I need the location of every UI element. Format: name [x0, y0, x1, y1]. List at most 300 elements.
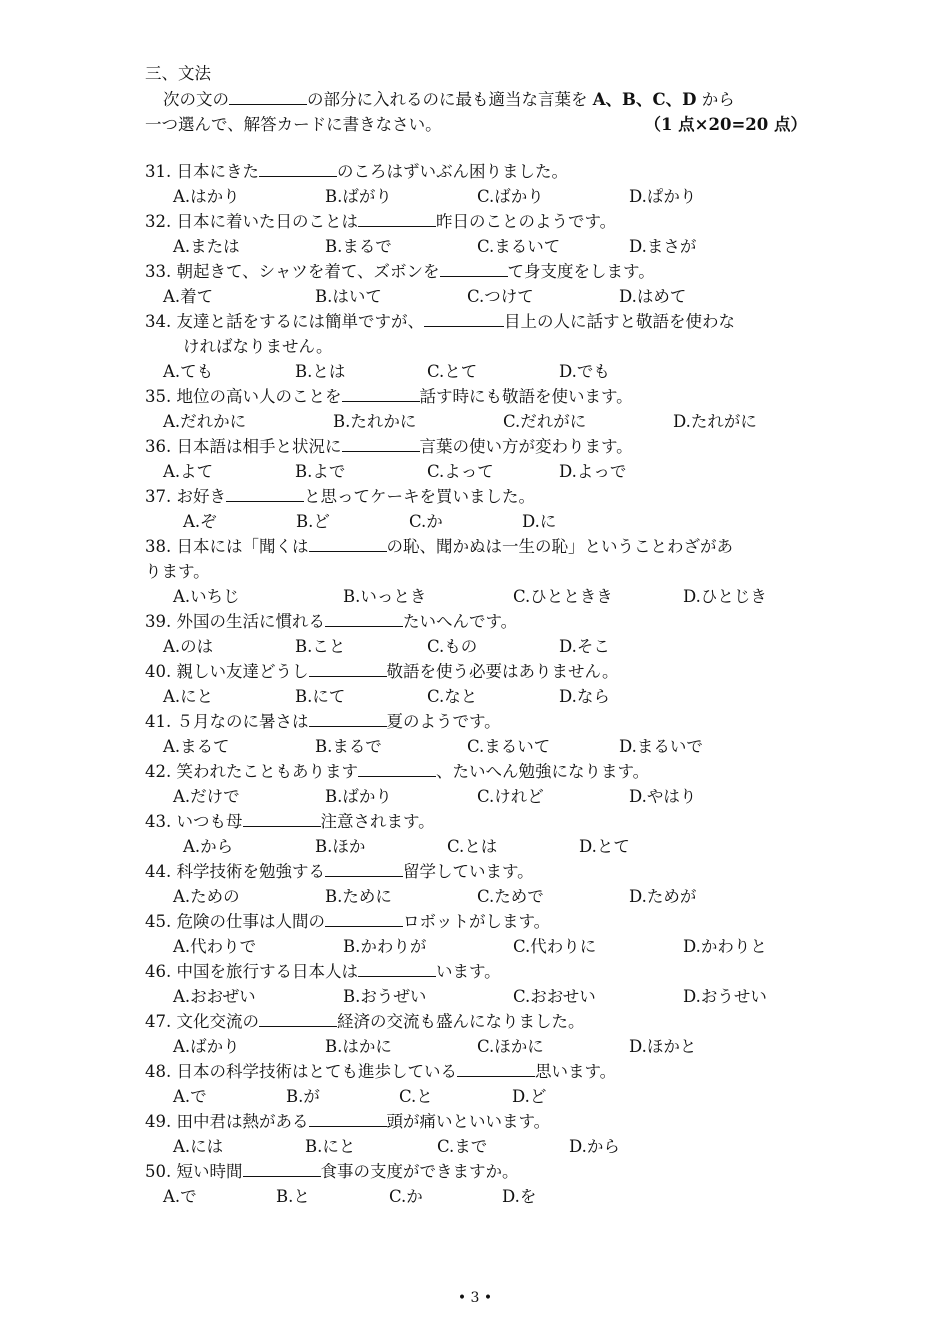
option-letter: A.	[163, 737, 181, 756]
question-item	[145, 709, 810, 759]
answer-option[interactable]: B.まるで	[315, 737, 382, 756]
option-letter: A.	[173, 787, 191, 806]
question-text-after: の恥、聞かぬは一生の恥」ということわざがあ	[386, 537, 733, 556]
answer-blank	[325, 910, 403, 927]
question-item	[145, 859, 810, 909]
option-letter: D.	[619, 287, 637, 306]
question-item	[145, 1109, 810, 1159]
question-stem	[145, 909, 810, 934]
option-letter: C.	[503, 412, 521, 431]
question-stem	[145, 809, 810, 834]
answer-option[interactable]: D.ひとじき	[683, 587, 767, 606]
answer-option[interactable]: A.はかり	[173, 187, 240, 206]
question-text-before: 危険の仕事は人間の	[176, 912, 325, 931]
answer-options	[145, 934, 810, 959]
answer-option[interactable]: D.なら	[559, 687, 610, 706]
answer-option[interactable]: D.に	[522, 512, 557, 531]
question-stem	[145, 484, 810, 509]
option-letter: A.	[173, 1137, 191, 1156]
option-letter: A.	[173, 937, 191, 956]
answer-option[interactable]: D.とて	[579, 837, 630, 856]
answer-option[interactable]: B.ために	[325, 887, 392, 906]
answer-option[interactable]: A.または	[173, 237, 240, 256]
option-letter: D.	[683, 987, 701, 1006]
question-number: 34.	[145, 312, 172, 331]
option-letter: D.	[559, 637, 577, 656]
answer-blank	[226, 485, 304, 502]
option-letter: A.	[173, 187, 191, 206]
answer-option[interactable]: C.まるいて	[467, 737, 551, 756]
question-text-after: 頭が痛いといいます。	[386, 1112, 551, 1131]
option-letter: A.	[173, 987, 191, 1006]
answer-blank	[424, 310, 504, 327]
points-note: （1 点×20=20 点）	[644, 115, 807, 134]
option-letter: B.	[315, 287, 333, 306]
option-letter: D.	[522, 512, 540, 531]
answer-blank	[309, 535, 387, 552]
question-stem	[145, 1109, 810, 1134]
option-letter: D.	[629, 887, 647, 906]
answer-option[interactable]: B.いっとき	[343, 587, 427, 606]
answer-option[interactable]: B.にと	[305, 1137, 356, 1156]
question-stem	[145, 609, 810, 634]
option-letter: D.	[629, 187, 647, 206]
option-letter: B.	[286, 1087, 304, 1106]
answer-option[interactable]: D.よっで	[559, 462, 627, 481]
question-item	[145, 259, 810, 309]
question-text-after: います。	[436, 962, 501, 981]
option-letter: A.	[183, 512, 201, 531]
answer-option[interactable]: D.まるいで	[619, 737, 703, 756]
answer-options	[145, 834, 810, 859]
question-text-before: 日本の科学技術はとても進歩している	[176, 1062, 457, 1081]
question-number: 49.	[145, 1112, 172, 1131]
answer-option[interactable]: D.ど	[512, 1087, 547, 1106]
option-letter: B.	[325, 887, 343, 906]
answer-option[interactable]: A.には	[173, 1137, 224, 1156]
option-letter: A.	[183, 837, 201, 856]
question-text-after: 思います。	[535, 1062, 617, 1081]
answer-option[interactable]: C.けれど	[477, 787, 544, 806]
answer-options	[145, 584, 810, 609]
question-stem	[145, 259, 810, 284]
question-list	[145, 159, 810, 1209]
answer-blank	[243, 1160, 321, 1177]
option-letter: B.	[295, 637, 313, 656]
option-letter: B.	[343, 937, 361, 956]
answer-option[interactable]: B.たれかに	[333, 412, 417, 431]
question-text-before: 文化交流の	[176, 1012, 259, 1031]
answer-option[interactable]: D.ほかと	[629, 1037, 697, 1056]
answer-option[interactable]: A.にと	[163, 687, 214, 706]
question-item	[145, 209, 810, 259]
answer-option[interactable]: C.つけて	[467, 287, 534, 306]
answer-option[interactable]: A.着て	[163, 287, 214, 306]
answer-option[interactable]: D.かわりと	[683, 937, 767, 956]
question-text-before: 短い時間	[176, 1162, 243, 1181]
option-letter: D.	[683, 937, 701, 956]
answer-option[interactable]: D.そこ	[559, 637, 610, 656]
answer-option[interactable]: C.もの	[427, 637, 478, 656]
option-letter: A.	[163, 687, 181, 706]
question-item	[145, 534, 810, 609]
answer-option[interactable]: C.とて	[427, 362, 478, 381]
option-letter: C.	[513, 587, 531, 606]
question-text-before: 外国の生活に慣れる	[176, 612, 325, 631]
option-letter: D.	[559, 462, 577, 481]
instructions-text: 一つ選んで、解答カードに書きなさい。	[145, 115, 442, 134]
option-letter: B.	[325, 237, 343, 256]
question-text-before: 友達と話をするには簡単ですが、	[176, 312, 424, 331]
answer-options	[145, 184, 810, 209]
question-text-after: 留学しています。	[403, 862, 534, 881]
question-text-after: ロボットがします。	[403, 912, 551, 931]
option-letter: B.	[343, 587, 361, 606]
option-letter: C.	[477, 237, 495, 256]
answer-option[interactable]: C.まるいて	[477, 237, 561, 256]
answer-options	[145, 1084, 810, 1109]
option-letter: C.	[477, 187, 495, 206]
answer-option[interactable]: B.こと	[295, 637, 346, 656]
option-letter: D.	[559, 687, 577, 706]
answer-options	[145, 684, 810, 709]
answer-option[interactable]: A.ための	[173, 887, 240, 906]
option-letter: B.	[295, 362, 313, 381]
answer-option[interactable]: A.おおぜい	[173, 987, 256, 1006]
option-letter: C.	[389, 1187, 407, 1206]
question-number: 45.	[145, 912, 172, 931]
question-stem	[145, 159, 810, 184]
instructions	[145, 87, 807, 137]
question-stem	[145, 709, 810, 734]
question-stem	[145, 759, 810, 784]
option-letter: C.	[427, 687, 445, 706]
question-item	[145, 1159, 810, 1209]
answer-option[interactable]: B.まるで	[325, 237, 392, 256]
answer-option[interactable]: D.まさが	[629, 237, 697, 256]
answer-option[interactable]: C.とは	[447, 837, 498, 856]
option-letter: C.	[437, 1137, 455, 1156]
option-letter: D.	[512, 1087, 530, 1106]
option-letter: A.	[163, 637, 181, 656]
answer-options	[145, 734, 810, 759]
question-number: 48.	[145, 1062, 172, 1081]
option-letter: C.	[513, 987, 531, 1006]
answer-option[interactable]: B.はいて	[315, 287, 382, 306]
question-number: 38.	[145, 537, 172, 556]
answer-blank	[358, 960, 436, 977]
option-letter: C.	[399, 1087, 417, 1106]
answer-option[interactable]: D.おうせい	[683, 987, 767, 1006]
question-text-before: 日本に着いた日のことは	[176, 212, 358, 231]
answer-option[interactable]: B.ほか	[315, 837, 366, 856]
option-letter: A.	[163, 462, 181, 481]
option-letter: C.	[447, 837, 465, 856]
option-letter: A.	[173, 587, 191, 606]
question-text-after: たいへんです。	[403, 612, 518, 631]
answer-option[interactable]: A.のは	[163, 637, 214, 656]
answer-option[interactable]: B.よで	[295, 462, 346, 481]
question-stem	[145, 959, 810, 984]
question-text-before: 日本語は相手と状況に	[176, 437, 342, 456]
option-letter: A.	[173, 887, 191, 906]
question-text-before: いつも母	[176, 812, 243, 831]
question-text-before: 科学技術を勉強する	[176, 862, 325, 881]
question-item	[145, 1009, 810, 1059]
answer-option[interactable]: C.か	[409, 512, 443, 531]
answer-option[interactable]: B.ど	[296, 512, 330, 531]
instructions-text: 次の文の	[163, 90, 229, 109]
answer-option[interactable]: B.と	[276, 1187, 310, 1206]
question-item	[145, 909, 810, 959]
answer-option[interactable]: C.と	[399, 1087, 433, 1106]
option-letter: D.	[619, 737, 637, 756]
answer-options	[145, 1134, 810, 1159]
answer-blank	[358, 210, 436, 227]
question-text-after: 敬語を使う必要はありません。	[386, 662, 619, 681]
question-item	[145, 809, 810, 859]
answer-option[interactable]: B.はかに	[325, 1037, 392, 1056]
option-letter: D.	[569, 1137, 587, 1156]
answer-option[interactable]: D.やはり	[629, 787, 697, 806]
option-letter: A.	[173, 237, 191, 256]
question-number: 33.	[145, 262, 172, 281]
question-item	[145, 759, 810, 809]
answer-option[interactable]: D.たれがに	[673, 412, 757, 431]
question-stem	[145, 659, 810, 684]
question-stem	[145, 384, 810, 409]
question-item	[145, 659, 810, 709]
answer-option[interactable]: A.だけで	[173, 787, 240, 806]
option-letter: A.	[173, 1037, 191, 1056]
question-number: 31.	[145, 162, 172, 181]
option-letter: C.	[467, 737, 485, 756]
answer-blank	[342, 435, 420, 452]
answer-option[interactable]: C.か	[389, 1187, 423, 1206]
question-item	[145, 959, 810, 1009]
option-letter: B.	[343, 987, 361, 1006]
question-text-after: 昨日のことのようです。	[436, 212, 617, 231]
question-number: 40.	[145, 662, 172, 681]
answer-blank	[440, 260, 508, 277]
option-letter: B.	[296, 512, 314, 531]
answer-blank	[342, 385, 420, 402]
answer-option[interactable]: D.はめて	[619, 287, 687, 306]
question-item	[145, 159, 810, 209]
option-letter: A.	[163, 412, 181, 431]
option-letter: C.	[477, 887, 495, 906]
option-letter: B.	[333, 412, 351, 431]
question-number: 36.	[145, 437, 172, 456]
answer-option[interactable]: C.おおせい	[513, 987, 596, 1006]
answer-options	[145, 359, 810, 384]
answer-blank	[243, 810, 321, 827]
answer-option[interactable]: A.だれかに	[163, 412, 247, 431]
question-item	[145, 484, 810, 534]
question-text-after: て身支度をします。	[507, 262, 655, 281]
question-text-after: と思ってケーキを買いました。	[304, 487, 535, 506]
option-letter: C.	[427, 462, 445, 481]
question-number: 42.	[145, 762, 172, 781]
question-continuation: ければなりません。	[183, 337, 333, 356]
answer-blank	[457, 1060, 535, 1077]
question-text-after: 話す時にも敬語を使います。	[419, 387, 633, 406]
option-letter: D.	[629, 1037, 647, 1056]
answer-option[interactable]: B.ばがり	[325, 187, 392, 206]
answer-option[interactable]: B.ばかり	[325, 787, 392, 806]
question-item	[145, 309, 810, 384]
answer-option[interactable]: D.でも	[559, 362, 610, 381]
question-text-after: 、たいへん勉強になります。	[436, 762, 650, 781]
option-letter: B.	[325, 787, 343, 806]
question-stem	[145, 434, 810, 459]
answer-option[interactable]: A.で	[173, 1087, 207, 1106]
answer-option[interactable]: D.ぱかり	[629, 187, 697, 206]
answer-option[interactable]: A.いちじ	[173, 587, 240, 606]
section-title: 三、文法	[145, 64, 211, 83]
option-letter: D.	[559, 362, 577, 381]
answer-option[interactable]: D.から	[569, 1137, 620, 1156]
answer-option[interactable]: A.よて	[163, 462, 214, 481]
question-item	[145, 1059, 810, 1109]
instructions-line-1	[145, 87, 807, 112]
option-letter: B.	[295, 462, 313, 481]
answer-option[interactable]: A.ても	[163, 362, 214, 381]
answer-option[interactable]: C.ためで	[477, 887, 544, 906]
question-stem	[145, 209, 810, 234]
option-letter: D.	[629, 787, 647, 806]
question-text-after: 注意されます。	[320, 812, 435, 831]
option-letter: C.	[477, 1037, 495, 1056]
question-text-after: 言葉の使い方が変わります。	[419, 437, 633, 456]
question-number: 43.	[145, 812, 172, 831]
choice-letters: A、B、C、D	[592, 90, 697, 109]
answer-options	[145, 284, 810, 309]
answer-option[interactable]: A.ぞ	[183, 512, 217, 531]
answer-option[interactable]: C.だれがに	[503, 412, 587, 431]
question-item	[145, 434, 810, 484]
answer-option[interactable]: B.にて	[295, 687, 346, 706]
answer-options	[145, 984, 810, 1009]
answer-option[interactable]: D.ためが	[629, 887, 697, 906]
answer-blank	[325, 610, 403, 627]
answer-option[interactable]: A.まるて	[163, 737, 230, 756]
option-letter: D.	[683, 587, 701, 606]
option-letter: A.	[163, 287, 181, 306]
option-letter: B.	[325, 1037, 343, 1056]
answer-option[interactable]: A.代わりで	[173, 937, 257, 956]
question-item	[145, 609, 810, 659]
question-text-before: 日本にきた	[176, 162, 259, 181]
option-letter: A.	[163, 1187, 181, 1206]
answer-option[interactable]: A.で	[163, 1187, 197, 1206]
answer-options	[145, 1184, 810, 1209]
option-letter: B.	[276, 1187, 294, 1206]
answer-option[interactable]: A.ばかり	[173, 1037, 240, 1056]
question-text-before: 朝起きて、シャツを着て、ズボンを	[176, 262, 440, 281]
answer-option[interactable]: C.よって	[427, 462, 494, 481]
answer-options	[145, 784, 810, 809]
answer-option[interactable]: C.代わりに	[513, 937, 597, 956]
question-number: 50.	[145, 1162, 172, 1181]
instructions-text: から	[701, 90, 735, 109]
option-letter: D.	[502, 1187, 520, 1206]
answer-options	[145, 409, 810, 434]
question-stem	[145, 534, 810, 559]
question-number: 41.	[145, 712, 172, 731]
page-number: • 3 •	[457, 1290, 493, 1306]
option-letter: D.	[579, 837, 597, 856]
answer-blank	[309, 1110, 387, 1127]
question-stem	[145, 1159, 810, 1184]
question-text-after: 目上の人に話すと敬語を使わな	[504, 312, 735, 331]
question-stem	[145, 859, 810, 884]
answer-option[interactable]: B.おうぜい	[343, 987, 427, 1006]
answer-options	[145, 459, 810, 484]
question-stem	[145, 1059, 810, 1084]
answer-option[interactable]: C.ほかに	[477, 1037, 544, 1056]
option-letter: C.	[427, 637, 445, 656]
answer-option[interactable]: D.を	[502, 1187, 537, 1206]
question-text-before: ５月なのに暑さは	[176, 712, 309, 731]
instructions-line-2	[145, 112, 807, 137]
question-text-after: のころはずいぶん困りました。	[337, 162, 568, 181]
answer-blank	[229, 88, 307, 105]
question-number: 47.	[145, 1012, 172, 1031]
answer-blank	[259, 160, 337, 177]
option-letter: D.	[629, 237, 647, 256]
answer-option[interactable]: C.なと	[427, 687, 478, 706]
question-number: 32.	[145, 212, 172, 231]
question-item	[145, 384, 810, 434]
question-number: 37.	[145, 487, 172, 506]
question-continuation: ります。	[145, 562, 210, 581]
question-text-after: 夏のようです。	[386, 712, 501, 731]
answer-options	[145, 509, 810, 534]
answer-option[interactable]: C.まで	[437, 1137, 488, 1156]
question-number: 39.	[145, 612, 172, 631]
answer-option[interactable]: C.ひとときき	[513, 587, 613, 606]
option-letter: B.	[315, 737, 333, 756]
option-letter: A.	[173, 1087, 191, 1106]
option-letter: C.	[409, 512, 427, 531]
answer-blank	[358, 760, 436, 777]
answer-option[interactable]: C.ばかり	[477, 187, 544, 206]
answer-option[interactable]: B.かわりが	[343, 937, 427, 956]
answer-option[interactable]: B.が	[286, 1087, 320, 1106]
answer-option[interactable]: A.から	[183, 837, 234, 856]
answer-blank	[309, 710, 387, 727]
answer-blank	[309, 660, 387, 677]
option-letter: A.	[163, 362, 181, 381]
option-letter: C.	[477, 787, 495, 806]
question-text-before: 地位の高い人のことを	[176, 387, 342, 406]
question-text-after: 経済の交流も盛んになりました。	[337, 1012, 585, 1031]
answer-options	[145, 634, 810, 659]
option-letter: D.	[673, 412, 691, 431]
option-letter: B.	[295, 687, 313, 706]
question-stem	[145, 1009, 810, 1034]
question-text-before: 笑われたこともあります	[176, 762, 358, 781]
option-letter: B.	[325, 187, 343, 206]
question-number: 35.	[145, 387, 172, 406]
question-text-before: 日本には「聞くは	[176, 537, 309, 556]
answer-blank	[259, 1010, 337, 1027]
answer-option[interactable]: B.とは	[295, 362, 346, 381]
question-stem	[145, 309, 810, 334]
question-text-before: 中国を旅行する日本人は	[176, 962, 358, 981]
answer-options	[145, 884, 810, 909]
